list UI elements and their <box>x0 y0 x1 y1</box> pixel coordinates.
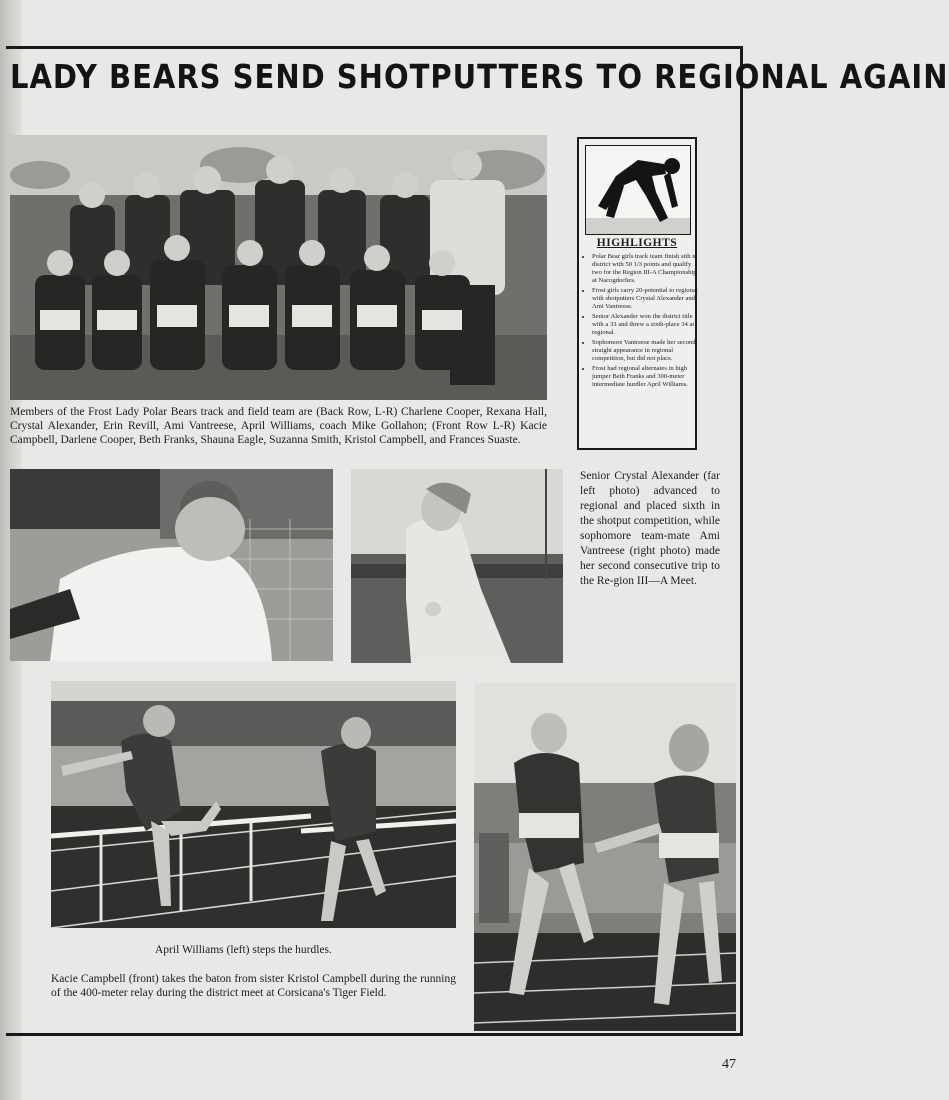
shotput-caption: Senior Crystal Alexander (far left photo) advanced to regional and placed sixth in the shotput competition, while sophomore team-mate Ami Vantreese (right photo) made her second consecutive trip to the Re-gion III—A Meet. <box>580 470 720 587</box>
highlights-list <box>583 253 702 391</box>
highlight-item: • Senior Alexander won the district title with a 33 and threw a sixth-place 34 at regional. <box>592 313 702 337</box>
team-group-photo <box>10 135 547 400</box>
highlight-item: • Frost girls carry 20-potential to regional with shotputters Crystal Alexander and Ami Vantreese. <box>592 287 702 311</box>
shotput-vantreese-photo <box>351 469 563 663</box>
relay-photo <box>474 683 736 1031</box>
highlight-item: • Frost had regional alternates in high jumper Beth Franks and 300-meter intermediate hurdler April Williams. <box>592 365 702 389</box>
sprinter-start-icon <box>585 145 691 235</box>
hurdles-photo <box>51 681 456 928</box>
shotput-alexander-photo <box>10 469 333 661</box>
page-number: 47 <box>722 1057 736 1072</box>
highlights-box <box>577 137 697 450</box>
relay-caption: Kacie Campbell (front) takes the baton from sister Kristol Campbell during the running of the 400-meter relay during the district meet at Corsicana's Tiger Field. <box>51 973 456 999</box>
team-photo-caption: Members of the Frost Lady Polar Bears track and field team are (Back Row, L-R) Charlene Cooper, Rexana Hall, Crystal Alexander, Erin Revill, Ami Vantreese, April Williams, coach Mike Gollahon; (Front Row L-R) Kacie Campbell, Darlene Cooper, Beth Franks, Shauna Eagle, Suzanna Smith, Kristol Campbell, and Frances Suaste. <box>10 406 547 446</box>
page-headline: LADY BEARS SEND SHOTPUTTERS TO REGIONAL AGAIN <box>10 56 949 96</box>
highlight-item: • Polar Bear girls track team finish sith in district with 50 1/3 points and qualify two for the Region III-A Championship at Nacogdoches. <box>592 253 702 285</box>
highlights-title: HIGHLIGHTS <box>596 237 678 249</box>
hurdles-caption: April Williams (left) steps the hurdles. <box>155 944 332 956</box>
highlight-item: • Sophomore Vantreese made her second straight appearance in regional competition, but did not place. <box>592 339 702 363</box>
